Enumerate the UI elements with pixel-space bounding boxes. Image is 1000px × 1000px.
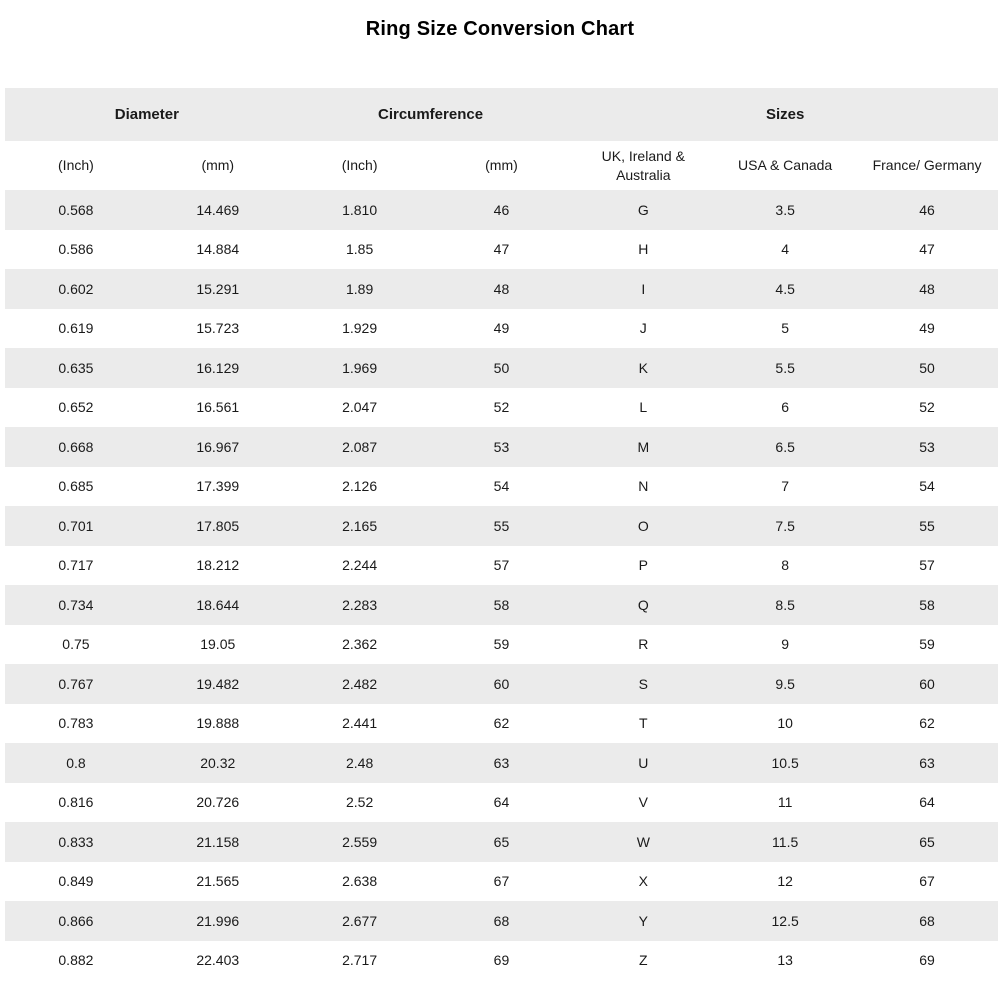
table-cell: Y bbox=[638, 912, 648, 929]
table-cell: 1.85 bbox=[345, 241, 374, 258]
table-cell: 18.212 bbox=[196, 557, 240, 574]
table-cell: 48 bbox=[919, 280, 935, 297]
table-cell: U bbox=[638, 754, 649, 771]
table-row bbox=[5, 585, 998, 625]
table-row bbox=[5, 704, 998, 744]
column-header-3: (mm) bbox=[431, 141, 573, 190]
column-header-row bbox=[5, 141, 998, 190]
table-cell: H bbox=[638, 241, 649, 258]
table-cell: 0.635 bbox=[58, 359, 94, 376]
table-cell: 0.619 bbox=[58, 320, 94, 337]
table-cell: 4.5 bbox=[775, 280, 795, 297]
table-cell: 2.638 bbox=[342, 873, 378, 890]
table-row bbox=[5, 427, 998, 467]
table-cell: 2.482 bbox=[342, 675, 378, 692]
table-cell: 9.5 bbox=[775, 675, 795, 692]
table-row bbox=[5, 309, 998, 349]
table-cell: 1.810 bbox=[342, 201, 378, 218]
table-cell: 2.559 bbox=[342, 833, 378, 850]
table-cell: 0.668 bbox=[58, 438, 94, 455]
table-cell: 0.866 bbox=[58, 912, 94, 929]
table-cell: I bbox=[641, 280, 646, 297]
table-cell: 62 bbox=[493, 715, 510, 732]
table-cell: S bbox=[638, 675, 648, 692]
table-cell: 2.441 bbox=[342, 715, 378, 732]
table-row bbox=[5, 388, 998, 428]
table-cell: 12.5 bbox=[771, 912, 799, 929]
table-cell: 13 bbox=[777, 952, 793, 969]
table-cell: 52 bbox=[919, 399, 935, 416]
table-cell: R bbox=[638, 636, 649, 653]
group-header-sizes: Sizes bbox=[572, 88, 998, 141]
table-row bbox=[5, 783, 998, 823]
table-cell: 0.734 bbox=[58, 596, 94, 613]
table-cell: 20.726 bbox=[196, 794, 240, 811]
table-cell: 2.48 bbox=[345, 754, 374, 771]
table-cell: 53 bbox=[919, 438, 935, 455]
table-cell: 64 bbox=[919, 794, 935, 811]
table-row bbox=[5, 348, 998, 388]
table-cell: 52 bbox=[493, 399, 510, 416]
table-cell: 18.644 bbox=[196, 596, 240, 613]
table-cell: 0.783 bbox=[58, 715, 94, 732]
table-cell: 0.602 bbox=[58, 280, 94, 297]
table-cell: 5.5 bbox=[775, 359, 795, 376]
table-cell: 58 bbox=[919, 596, 935, 613]
table-row bbox=[5, 230, 998, 270]
table-cell: M bbox=[637, 438, 650, 455]
table-cell: 6 bbox=[781, 399, 790, 416]
table-cell: 2.126 bbox=[342, 478, 378, 495]
table-row bbox=[5, 269, 998, 309]
table-row bbox=[5, 467, 998, 507]
table-cell: 8.5 bbox=[775, 596, 795, 613]
table-cell: 57 bbox=[493, 557, 510, 574]
table-cell: Q bbox=[637, 596, 649, 613]
table-cell: 47 bbox=[493, 241, 510, 258]
table-row bbox=[5, 822, 998, 862]
column-header-0: (Inch) bbox=[5, 141, 147, 190]
table-row bbox=[5, 664, 998, 704]
table-cell: 65 bbox=[493, 833, 510, 850]
table-cell: 11 bbox=[777, 794, 793, 811]
table-cell: 60 bbox=[493, 675, 510, 692]
table-cell: 57 bbox=[919, 557, 935, 574]
table-cell: 8 bbox=[781, 557, 790, 574]
table-cell: 54 bbox=[919, 478, 935, 495]
table-cell: 49 bbox=[919, 320, 935, 337]
table-cell: 17.805 bbox=[196, 517, 240, 534]
table-cell: 0.586 bbox=[58, 241, 94, 258]
column-header-2: (Inch) bbox=[289, 141, 431, 190]
table-cell: 64 bbox=[493, 794, 510, 811]
table-cell: 7 bbox=[781, 478, 790, 495]
group-header-circumference: Circumference bbox=[289, 88, 573, 141]
table-cell: 16.129 bbox=[196, 359, 240, 376]
group-header-diameter: Diameter bbox=[5, 88, 289, 141]
table-cell: 16.561 bbox=[196, 399, 240, 416]
table-row bbox=[5, 901, 998, 941]
ring-size-conversion-table bbox=[5, 88, 998, 980]
table-row bbox=[5, 743, 998, 783]
table-cell: 69 bbox=[919, 952, 935, 969]
table-cell: 14.884 bbox=[196, 241, 240, 258]
column-header-6: France/ Germany bbox=[856, 141, 998, 190]
table-row bbox=[5, 625, 998, 665]
table-cell: 63 bbox=[919, 754, 935, 771]
table-cell: 2.283 bbox=[342, 596, 378, 613]
table-cell: 65 bbox=[919, 833, 935, 850]
table-cell: 2.244 bbox=[342, 557, 378, 574]
table-cell: L bbox=[639, 399, 648, 416]
table-cell: 0.568 bbox=[58, 201, 94, 218]
table-cell: 7.5 bbox=[775, 517, 795, 534]
page-title: Ring Size Conversion Chart bbox=[365, 18, 635, 40]
group-header-row bbox=[5, 88, 998, 141]
table-cell: 54 bbox=[493, 478, 510, 495]
table-cell: 6.5 bbox=[775, 438, 795, 455]
table-cell: 10 bbox=[777, 715, 793, 732]
table-cell: X bbox=[638, 873, 648, 890]
table-cell: 59 bbox=[493, 636, 510, 653]
table-row bbox=[5, 546, 998, 586]
table-cell: 2.677 bbox=[342, 912, 378, 929]
table-cell: 67 bbox=[919, 873, 935, 890]
table-cell: V bbox=[638, 794, 648, 811]
table-cell: 2.362 bbox=[342, 636, 378, 653]
table-cell: 4 bbox=[781, 241, 790, 258]
table-cell: 2.717 bbox=[342, 952, 378, 969]
table-row bbox=[5, 941, 998, 981]
table-cell: 53 bbox=[493, 438, 510, 455]
table-cell: 46 bbox=[493, 201, 510, 218]
table-cell: 69 bbox=[493, 952, 510, 969]
table-cell: 59 bbox=[919, 636, 935, 653]
table-cell: 15.723 bbox=[196, 320, 240, 337]
table-cell: 60 bbox=[919, 675, 935, 692]
table-cell: 0.849 bbox=[58, 873, 94, 890]
table-cell: 67 bbox=[493, 873, 510, 890]
table-cell: 0.833 bbox=[58, 833, 94, 850]
table-cell: O bbox=[637, 517, 649, 534]
table-cell: T bbox=[639, 715, 648, 732]
table-cell: 19.482 bbox=[196, 675, 240, 692]
table-cell: 22.403 bbox=[196, 952, 240, 969]
table-cell: 2.165 bbox=[342, 517, 378, 534]
table-row bbox=[5, 190, 998, 230]
table-cell: K bbox=[638, 359, 648, 376]
table-cell: 49 bbox=[493, 320, 510, 337]
table-cell: 2.047 bbox=[342, 399, 378, 416]
table-cell: 0.882 bbox=[58, 952, 94, 969]
table-cell: 14.469 bbox=[196, 201, 240, 218]
table-cell: G bbox=[637, 201, 649, 218]
table-cell: 0.701 bbox=[58, 517, 94, 534]
table-row bbox=[5, 862, 998, 902]
table-cell: 1.89 bbox=[345, 280, 374, 297]
table-cell: 0.652 bbox=[58, 399, 94, 416]
table-cell: 0.75 bbox=[62, 636, 90, 653]
table-cell: 11.5 bbox=[772, 833, 799, 850]
table-cell: 12 bbox=[777, 873, 793, 890]
table-cell: W bbox=[636, 833, 650, 850]
table-cell: 0.8 bbox=[66, 754, 86, 771]
table-cell: 0.685 bbox=[58, 478, 94, 495]
table-row bbox=[5, 506, 998, 546]
table-cell: 55 bbox=[919, 517, 935, 534]
table-cell: Z bbox=[639, 952, 648, 969]
table-cell: 20.32 bbox=[200, 754, 236, 771]
column-header-5: USA & Canada bbox=[714, 141, 856, 190]
table-cell: 17.399 bbox=[196, 478, 240, 495]
table-cell: 68 bbox=[493, 912, 510, 929]
table-cell: 5 bbox=[781, 320, 790, 337]
column-header-1: (mm) bbox=[147, 141, 289, 190]
table-cell: 2.087 bbox=[342, 438, 378, 455]
table-cell: 68 bbox=[919, 912, 935, 929]
table-cell: 0.816 bbox=[58, 794, 94, 811]
table-cell: 62 bbox=[919, 715, 935, 732]
table-cell: 21.158 bbox=[196, 833, 240, 850]
column-header-4: UK, Ireland & Australia bbox=[572, 141, 714, 190]
table-cell: 2.52 bbox=[345, 794, 374, 811]
table-cell: 21.996 bbox=[196, 912, 240, 929]
table-cell: 3.5 bbox=[775, 201, 795, 218]
table-cell: 1.929 bbox=[342, 320, 378, 337]
table-cell: 0.717 bbox=[58, 557, 94, 574]
table-cell: 47 bbox=[919, 241, 935, 258]
table-body bbox=[5, 190, 998, 980]
table-cell: 63 bbox=[493, 754, 510, 771]
table-cell: 19.05 bbox=[200, 636, 236, 653]
table-cell: N bbox=[638, 478, 649, 495]
table-cell: 21.565 bbox=[196, 873, 240, 890]
table-cell: 50 bbox=[493, 359, 510, 376]
table-cell: 1.969 bbox=[342, 359, 378, 376]
table-cell: 9 bbox=[781, 636, 790, 653]
table-cell: 50 bbox=[919, 359, 935, 376]
table-cell: 46 bbox=[919, 201, 935, 218]
table-cell: 0.767 bbox=[58, 675, 94, 692]
table-cell: P bbox=[638, 557, 648, 574]
table-cell: 58 bbox=[493, 596, 510, 613]
table-cell: J bbox=[639, 320, 647, 337]
table-cell: 48 bbox=[493, 280, 510, 297]
table-cell: 10.5 bbox=[771, 754, 799, 771]
table-cell: 16.967 bbox=[196, 438, 240, 455]
table-cell: 15.291 bbox=[196, 280, 240, 297]
table-cell: 55 bbox=[493, 517, 510, 534]
table-cell: 19.888 bbox=[196, 715, 240, 732]
